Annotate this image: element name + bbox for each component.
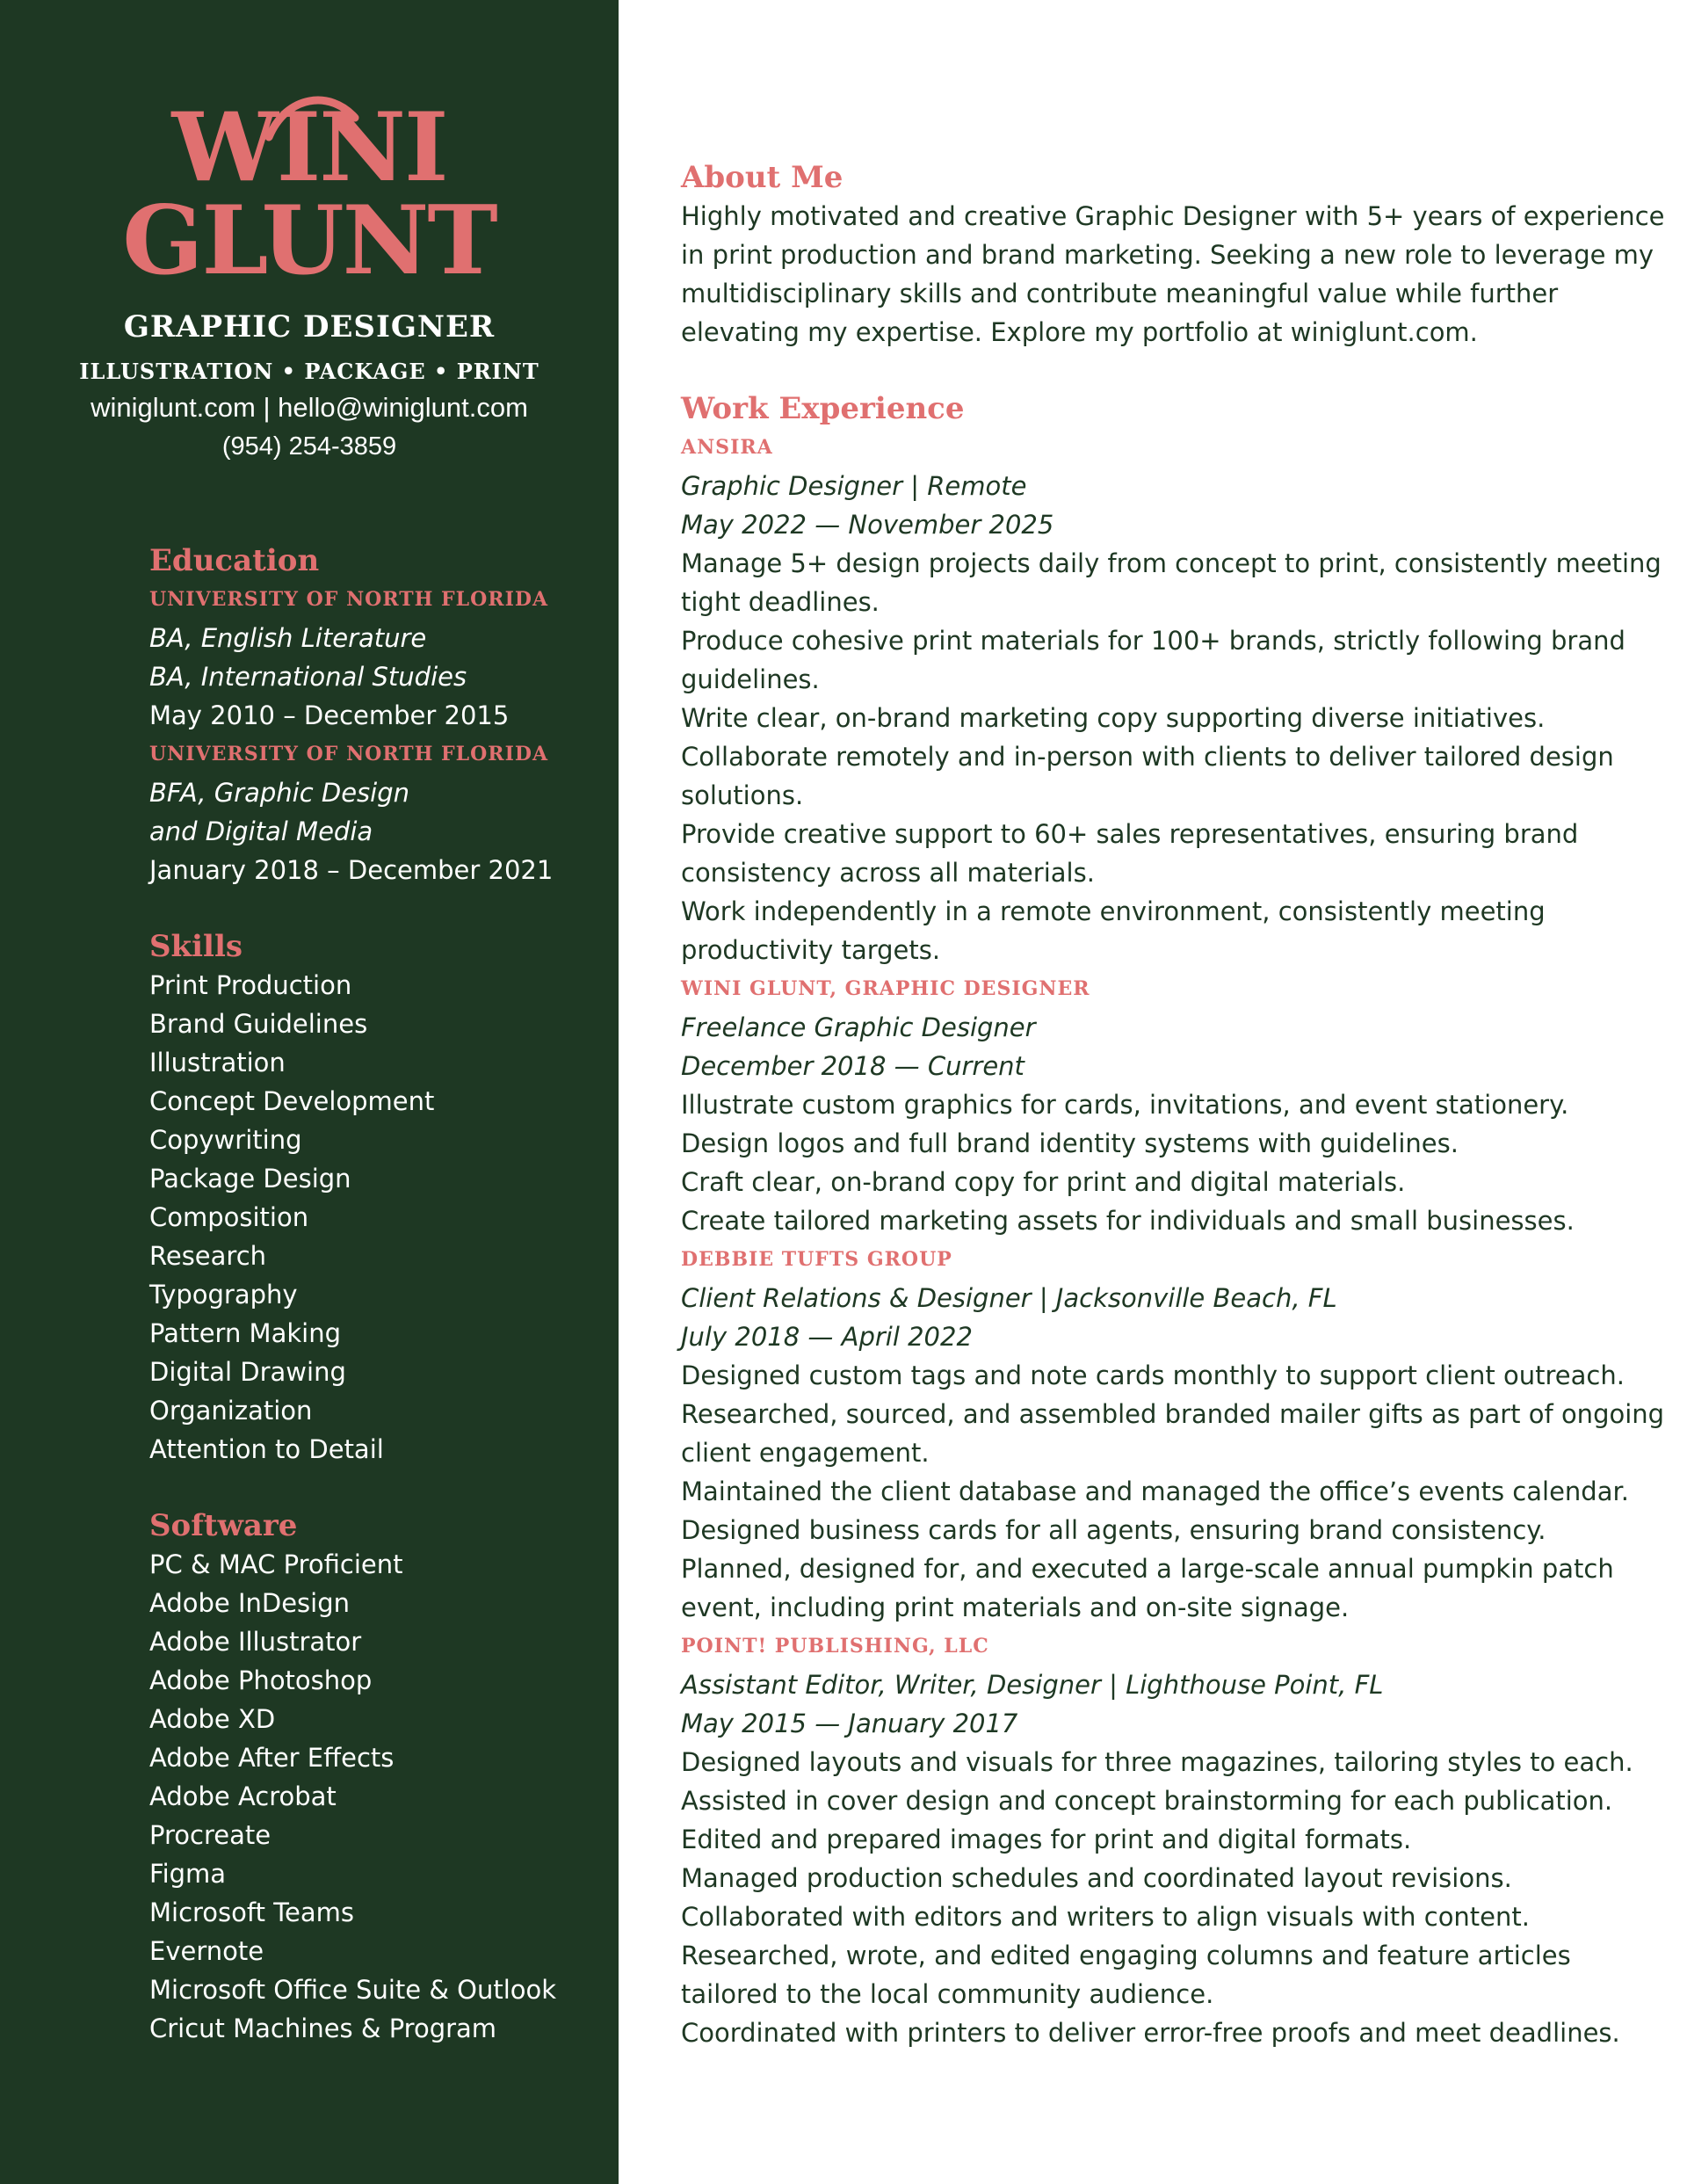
about-text: Highly motivated and creative Graphic Designer with 5+ years of experience in print production and brand marketing. Seeking a new role to leverage my multidisciplinary skills and contribute meaningful value while further elevating my expertise. Explore my portfolio at winiglunt.com. bbox=[681, 201, 1665, 347]
name-first: WINI bbox=[171, 92, 447, 203]
degree: and Digital Media bbox=[149, 816, 373, 846]
job-bullet: Edited and prepared images for print and digital formats. bbox=[681, 1825, 1412, 1854]
software-list bbox=[149, 1545, 606, 2048]
job-bullet: Provide creative support to 60+ sales representatives, ensuring brand consistency across all materials. bbox=[681, 819, 1579, 888]
job-bullet: Assisted in cover design and concept brainstorming for each publication. bbox=[681, 1786, 1613, 1816]
job-bullet: Managed production schedules and coordinated layout revisions. bbox=[681, 1863, 1512, 1893]
education-heading: Education bbox=[149, 543, 320, 578]
specialty-tags: ILLUSTRATION • PACKAGE • PRINT bbox=[79, 359, 539, 384]
job-bullet: Coordinated with printers to deliver error-free proofs and meet deadlines. bbox=[681, 2018, 1620, 2048]
software-item: Microsoft Teams bbox=[149, 1897, 354, 1927]
skill-item: Organization bbox=[149, 1396, 313, 1426]
job-role: Freelance Graphic Designer bbox=[681, 1012, 1036, 1042]
job-bullet: Designed business cards for all agents, ensuring brand consistency. bbox=[681, 1515, 1546, 1545]
job-bullet: Collaborate remotely and in-person with clients to deliver tailored design solutions. bbox=[681, 742, 1614, 810]
software-item: Adobe Illustrator bbox=[149, 1627, 362, 1657]
about-heading: About Me bbox=[681, 160, 844, 195]
software-item: Adobe XD bbox=[149, 1704, 276, 1734]
software-item: Cricut Machines & Program bbox=[149, 2013, 497, 2043]
skill-item: Brand Guidelines bbox=[149, 1009, 368, 1039]
software-item: Microsoft Office Suite & Outlook bbox=[149, 1975, 557, 2005]
degree: BA, International Studies bbox=[149, 662, 467, 692]
job-dates: May 2022 — November 2025 bbox=[681, 510, 1054, 540]
software-section bbox=[149, 1506, 606, 2048]
skill-item: Illustration bbox=[149, 1048, 286, 1077]
job-bullet: Designed custom tags and note cards monthly to support client outreach. bbox=[681, 1360, 1625, 1390]
name-last: GLUNT bbox=[122, 185, 496, 296]
job-entry bbox=[681, 428, 1665, 969]
job-title: GRAPHIC DESIGNER bbox=[123, 309, 496, 345]
job-bullet: Manage 5+ design projects daily from concept to print, consistently meeting tight deadlines. bbox=[681, 548, 1662, 617]
skills-heading: Skills bbox=[149, 929, 243, 964]
job-bullet: Write clear, on-brand marketing copy supporting diverse initiatives. bbox=[681, 703, 1546, 733]
company-name: DEBBIE TUFTS GROUP bbox=[681, 1248, 952, 1271]
skill-item: Print Production bbox=[149, 970, 352, 1000]
job-bullet: Design logos and full brand identity systems with guidelines. bbox=[681, 1128, 1459, 1158]
skill-item: Typography bbox=[149, 1280, 298, 1310]
education-entry bbox=[149, 735, 606, 889]
job-bullet: Work independently in a remote environment, consistently meeting productivity targets. bbox=[681, 896, 1546, 965]
job-role: Client Relations & Designer | Jacksonville Beach, FL bbox=[681, 1283, 1337, 1313]
software-item: Evernote bbox=[149, 1936, 264, 1966]
software-heading: Software bbox=[149, 1508, 298, 1543]
software-item: Adobe Photoshop bbox=[149, 1665, 373, 1695]
company-name: ANSIRA bbox=[681, 436, 773, 459]
software-item: Adobe Acrobat bbox=[149, 1781, 337, 1811]
skill-item: Pattern Making bbox=[149, 1318, 341, 1348]
job-dates: July 2018 — April 2022 bbox=[681, 1322, 973, 1352]
education-dates: January 2018 – December 2021 bbox=[149, 855, 554, 885]
job-bullet: Collaborated with editors and writers to align visuals with content. bbox=[681, 1902, 1530, 1932]
software-item: Procreate bbox=[149, 1820, 272, 1850]
job-bullet: Maintained the client database and managed the office’s events calendar. bbox=[681, 1477, 1629, 1506]
skill-item: Copywriting bbox=[149, 1125, 302, 1155]
job-entry bbox=[681, 1240, 1665, 1627]
skill-item: Research bbox=[149, 1241, 267, 1271]
job-dates: May 2015 — January 2017 bbox=[681, 1709, 1018, 1738]
education-dates: May 2010 – December 2015 bbox=[149, 700, 510, 730]
job-entry bbox=[681, 969, 1665, 1240]
job-dates: December 2018 — Current bbox=[681, 1051, 1025, 1081]
skill-item: Attention to Detail bbox=[149, 1434, 384, 1464]
software-item: Adobe After Effects bbox=[149, 1743, 395, 1773]
job-bullet: Designed layouts and visuals for three magazines, tailoring styles to each. bbox=[681, 1747, 1633, 1777]
company-name: WINI GLUNT, GRAPHIC DESIGNER bbox=[681, 977, 1090, 1000]
education-entry bbox=[149, 580, 606, 735]
degree: BFA, Graphic Design bbox=[149, 778, 409, 808]
school-name: UNIVERSITY OF NORTH FLORIDA bbox=[149, 743, 549, 765]
degree: BA, English Literature bbox=[149, 623, 427, 653]
skill-item: Composition bbox=[149, 1202, 309, 1232]
job-entry bbox=[681, 1627, 1665, 2052]
work-section bbox=[681, 389, 1665, 2052]
skill-item: Package Design bbox=[149, 1164, 351, 1194]
contact-phone[interactable]: (954) 254-3859 bbox=[221, 432, 397, 461]
job-bullet: Produce cohesive print materials for 100+ brands, strictly following brand guidelines. bbox=[681, 626, 1625, 694]
software-item: Figma bbox=[149, 1859, 227, 1889]
skill-item: Digital Drawing bbox=[149, 1357, 346, 1387]
job-bullet: Illustrate custom graphics for cards, invitations, and event stationery. bbox=[681, 1090, 1569, 1120]
software-item: Adobe InDesign bbox=[149, 1588, 351, 1618]
job-bullet: Craft clear, on-brand copy for print and digital materials. bbox=[681, 1167, 1406, 1197]
education-section bbox=[149, 541, 606, 889]
job-bullet: Create tailored marketing assets for individuals and small businesses. bbox=[681, 1206, 1575, 1236]
company-name: POINT! PUBLISHING, LLC bbox=[681, 1635, 989, 1658]
name-logo bbox=[0, 92, 619, 296]
school-name: UNIVERSITY OF NORTH FLORIDA bbox=[149, 588, 549, 611]
job-bullet: Planned, designed for, and executed a large-scale annual pumpkin patch event, including print materials and on-site signage. bbox=[681, 1554, 1614, 1622]
skill-item: Concept Development bbox=[149, 1086, 435, 1116]
job-role: Assistant Editor, Writer, Designer | Lighthouse Point, FL bbox=[681, 1670, 1384, 1700]
software-item: PC & MAC Proficient bbox=[149, 1549, 403, 1579]
work-heading: Work Experience bbox=[681, 391, 965, 426]
job-bullet: Researched, sourced, and assembled branded mailer gifts as part of ongoing client engagement. bbox=[681, 1399, 1665, 1468]
skills-section bbox=[149, 927, 606, 1469]
skills-list bbox=[149, 966, 606, 1469]
about-section bbox=[681, 158, 1665, 352]
job-role: Graphic Designer | Remote bbox=[681, 471, 1027, 501]
sidebar bbox=[0, 0, 619, 2184]
job-bullet: Researched, wrote, and edited engaging columns and feature articles tailored to the local community audience. bbox=[681, 1941, 1571, 2009]
contact-web-email[interactable]: winiglunt.com | hello@winiglunt.com bbox=[91, 392, 528, 423]
